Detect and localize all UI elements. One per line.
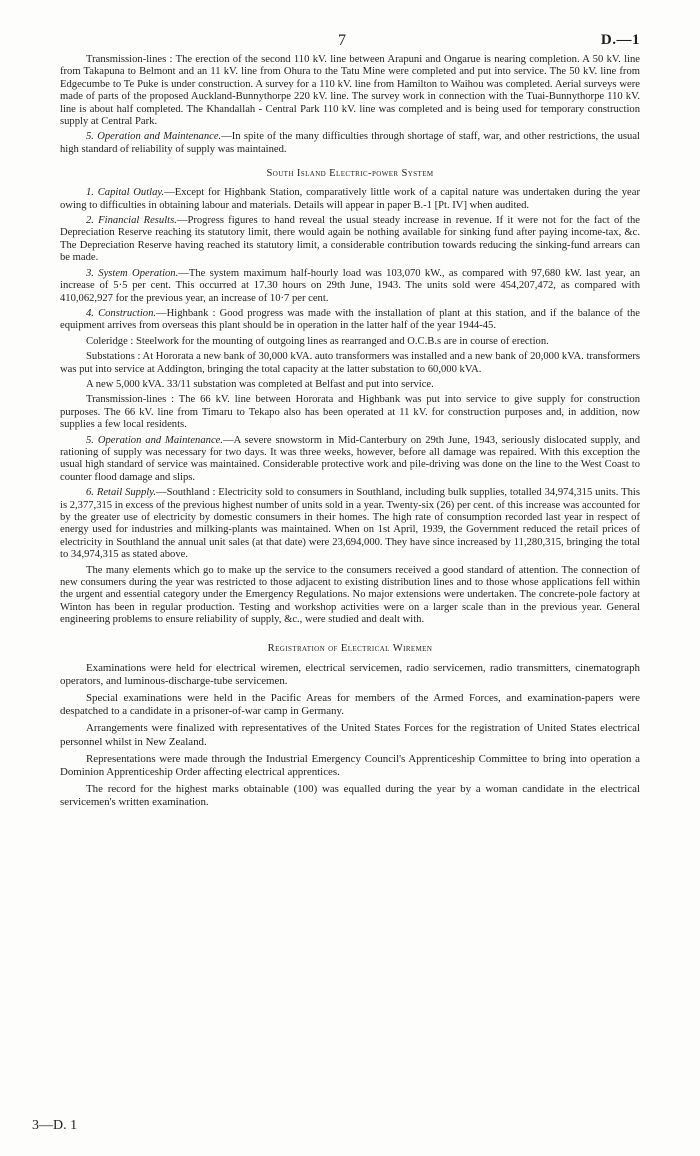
registration-paragraph-3: Arrangements were finalized with representatives of the United States Forces for the registration of United States electrical personnel whilst in New Zealand. xyxy=(60,722,640,748)
south-island-section xyxy=(60,168,640,626)
substations-paragraph: Substations : At Hororata a new bank of 30,000 kVA. auto transformers was installed and a new bank of 20,000 kVA. transformers was put into service at Addington, bringing the total capacity at the latter substation to 60,000 kVA. xyxy=(60,351,640,375)
registration-section xyxy=(60,643,640,810)
registration-paragraph-5: The record for the highest marks obtainable (100) was equalled during the year by a woman candidate in the electrical servicemen's written examination. xyxy=(60,783,640,809)
south-transmission-lines-paragraph: Transmission-lines : The 66 kV. line between Hororata and Highbank was put into service to give supply for construction purposes. The 66 kV. line from Timaru to Tekapo also has been operated at 11 kV. for construction purposes and, in addition, now supplies a few local residents. xyxy=(60,394,640,431)
belfast-paragraph: A new 5,000 kVA. 33/11 substation was completed at Belfast and put into service. xyxy=(86,378,434,390)
registration-paragraph-4: Representations were made through the Industrial Emergency Council's Apprenticeship Committee to bring into operation a Dominion Apprenticeship Order affecting electrical apprentices. xyxy=(60,752,640,779)
capital-text: —Except for Highbank Station, comparatively little work of a capital nature was undertaken during the year owing to difficulties in obtaining labour and materials. Details will appear in paper B.-1 [Pt. IV] when audited. xyxy=(60,187,640,211)
document-code: D.—1 xyxy=(600,32,640,48)
page-number: 7 xyxy=(338,32,346,49)
registration-paragraph-1: Examinations were held for electrical wiremen, electrical servicemen, radio servicemen, radio transmitters, cinematograph operators, and luminous-discharge-tube servicemen. xyxy=(60,661,640,687)
service-elements-paragraph: The many elements which go to make up the service to the consumers received a good standard of attention. The connection of new consumers during the year was restricted to those adjacent to existing distribution lines and to those whose applications fell within the urgent and essential category under the Emergency Regulations. No major extensions were undertaken. The concrete-pole factory at Winton has been in regular production. Testing and workshop activities were on a larger scale than in the previous year. General engineering problems to ensure reliability of supply, &c., were studied and dealt with. xyxy=(60,564,640,626)
south-operation-heading: 5. Operation and Maintenance. xyxy=(86,434,223,446)
registration-title: Registration of Electrical Wiremen xyxy=(267,642,433,654)
page-footer-signature: 3—D. 1 xyxy=(32,1118,78,1133)
document-page xyxy=(60,30,640,814)
north-island-continued xyxy=(60,54,640,156)
retail-supply-paragraph xyxy=(60,487,640,561)
construction-paragraph xyxy=(60,308,640,333)
operation-heading: 5. Operation and Maintenance. xyxy=(86,131,222,143)
registration-paragraph-2: Special examinations were held in the Pacific Areas for members of the Armed Forces, and examination-papers were despatched to a candidate in a prisoner-of-war camp in Germany. xyxy=(60,692,640,718)
operation-maintenance-paragraph xyxy=(60,131,640,156)
system-text: —The system maximum half-hourly load was 103,070 kW., as compared with 97,680 kW. last year, an increase of 5·5 per cent. This occurred at 17.30 hours on 29th June, 1943. The units sold were 454,207,472, as compared with 410,062,927 for the previous year, an increase of 10·7 per cent. xyxy=(60,267,641,304)
construction-heading: 4. Construction. xyxy=(86,307,157,319)
system-heading: 3. System Operation. xyxy=(86,267,179,279)
capital-heading: 1. Capital Outlay. xyxy=(86,187,165,199)
system-operation-paragraph xyxy=(60,268,640,305)
south-island-title: South Island Electric-power System xyxy=(266,168,434,180)
operation-text: —In spite of the many difficulties through shortage of staff, war, and other restrictions, the usual high standard of reliability of supply was maintained. xyxy=(60,131,640,155)
capital-outlay-paragraph xyxy=(60,187,640,212)
south-operation-text: —A severe snowstorm in Mid-Canterbury on 29th June, 1943, seriously dislocated supply, and rationing of supply was necessary for two days. It was three weeks, however, before all damage was repaired. With this exception the usual high standard of service was maintained. Considerable protective work and pile-driving was done on the line to the West Coast to counter flood damage and slips. xyxy=(60,434,640,483)
financial-heading: 2. Financial Results. xyxy=(86,215,177,227)
retail-heading: 6. Retail Supply. xyxy=(86,487,156,499)
south-operation-paragraph xyxy=(60,435,640,485)
page-header xyxy=(60,30,640,54)
financial-results-paragraph xyxy=(60,215,640,265)
coleridge-paragraph: Coleridge : Steelwork for the mounting of outgoing lines as rearranged and O.C.B.s are in course of erection. xyxy=(86,335,549,347)
financial-text: —Progress figures to hand reveal the usual steady increase in revenue. If it were not for the fact of the Depreciation Reserve reaching its statutory limit, there would again be nothing available for sinking fund after paying income-tax, &c. The Depreciation Reserve having reached its statutory limit, a considerable contribution towards reducing the sinking-fund arrears can be made. xyxy=(60,215,640,264)
retail-text: —Southland : Electricity sold to consumers in Southland, including bulk supplies, totalled 34,974,315 units. This is 2,377,315 in excess of the previous highest number of units sold in a year. Twenty-six (26) per cent. of this increase was accounted for by the greater use of electricity by domestic consumers in their homes. The high rate of consumption recorded last year in respect of energy used for industries and milking-plants was maintained. When on 1st April, 1939, the Government reduced the retail prices of electricity in Southland the annual unit sales (at that date) were 23,694,000. They have since increased by 11,280,315, bringing the total to 34,974,315 as stated above. xyxy=(60,487,640,561)
construction-text: —Highbank : Good progress was made with the installation of plant at this station, and if the balance of the equipment arrives from overseas this plant should be in operation in the latter half of the year 1944-45. xyxy=(60,307,640,332)
transmission-lines-paragraph: Transmission-lines : The erection of the second 110 kV. line between Arapuni and Ongarue is nearing completion. A 50 kV. line from Takapuna to Belmont and an 11 kV. line from Ohura to the Tatu Mine were completed and put into service. The 50 kV. line from Edgecumbe to Te Puke is under construction. A survey for a 110 kV. line from Hamilton to Waihou was completed. Aerial surveys were made of parts of the proposed Auckland-Bunnythorpe 220 kV. line. The survey work in connection with the Tuai-Bunnythorpe 110 kV. line is about half completed. The Khandallah - Central Park 110 kV. line was completed and is being used for temporary construction supply at Central Park. xyxy=(60,54,640,128)
